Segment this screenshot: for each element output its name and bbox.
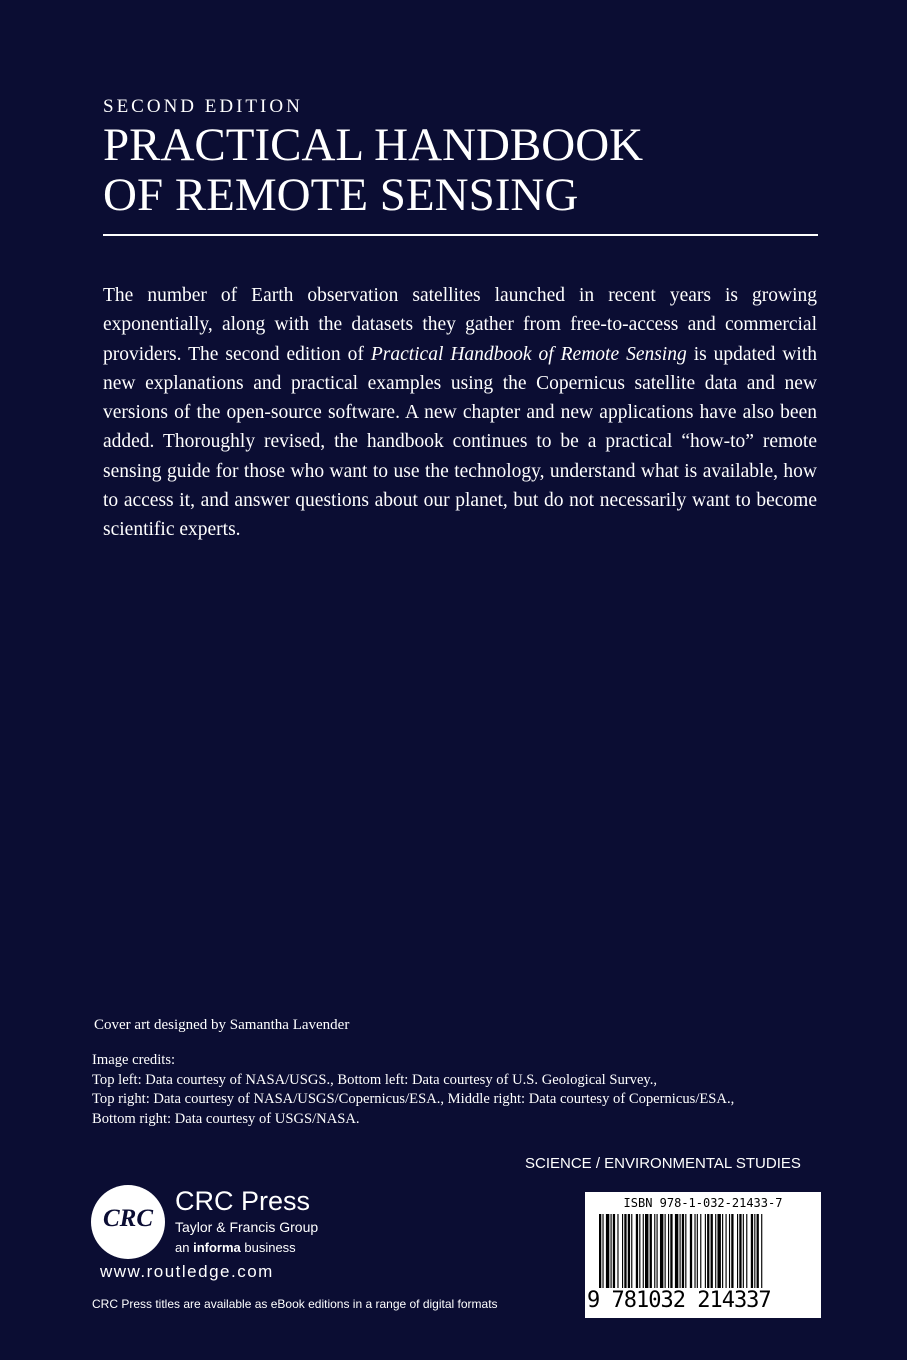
barcode-bar — [639, 1214, 640, 1288]
credit-line: Bottom right: Data courtesy of USGS/NASA. — [92, 1110, 360, 1127]
barcode-bar — [650, 1214, 652, 1288]
isbn-text: ISBN 978-1-032-21433-7 — [623, 1196, 783, 1210]
publisher-name: CRC Press — [175, 1186, 311, 1216]
informa-prefix: an — [175, 1240, 194, 1255]
barcode-bar — [690, 1214, 692, 1288]
title-line-1: PRACTICAL HANDBOOK — [103, 119, 644, 171]
barcode-bar — [739, 1214, 741, 1288]
barcode-bar — [657, 1214, 658, 1288]
credit-line: Top left: Data courtesy of NASA/USGS., Bottom left: Data courtesy of U.S. Geological Survey., — [92, 1071, 658, 1088]
barcode-bar — [746, 1214, 747, 1288]
informa-tagline — [175, 1240, 296, 1255]
barcode-bar — [675, 1214, 678, 1288]
barcode-bar — [761, 1214, 762, 1288]
barcode-bar — [705, 1214, 706, 1288]
barcode-bar — [751, 1214, 753, 1288]
barcode-bar — [636, 1214, 638, 1288]
barcode-bar — [729, 1214, 730, 1288]
barcode-bar — [670, 1214, 672, 1288]
barcode-bar — [737, 1214, 738, 1288]
barcode-bar — [722, 1214, 723, 1288]
barcode-bar — [754, 1214, 755, 1288]
barcode-bar — [757, 1214, 759, 1288]
edition-label: SECOND EDITION — [103, 96, 303, 117]
barcode-bar — [726, 1214, 727, 1288]
image-credits-heading: Image credits: — [92, 1052, 176, 1068]
title-line-2: OF REMOTE SENSING — [103, 169, 579, 221]
crc-logo-text: CRC — [102, 1205, 154, 1232]
barcode-bar — [682, 1214, 684, 1288]
barcode-bar — [617, 1214, 618, 1288]
barcode-bar — [624, 1214, 626, 1288]
barcode-bar — [685, 1214, 686, 1288]
barcode-bar — [622, 1214, 623, 1288]
barcode-bar — [606, 1214, 609, 1288]
title-rule — [103, 234, 818, 236]
barcode-bar — [602, 1214, 603, 1288]
blurb-part-1: The number of Earth observation satellites launched in recent years is growing exponentially, along with the datasets they gather from free-to-access and commercial providers. The second edition of — [103, 285, 817, 365]
publisher-group: Taylor & Francis Group — [175, 1219, 319, 1235]
barcode-box — [585, 1192, 821, 1318]
barcode-bar — [694, 1214, 695, 1288]
barcode-bar — [643, 1214, 644, 1288]
barcode-bars — [599, 1214, 807, 1288]
isbn-number: 9 781032 214337 — [587, 1288, 771, 1313]
informa-bold: informa — [193, 1240, 241, 1255]
subject-category: SCIENCE / ENVIRONMENTAL STUDIES — [525, 1155, 801, 1172]
barcode-bar — [654, 1214, 655, 1288]
image-credits — [92, 1051, 734, 1129]
barcode-bar — [743, 1214, 744, 1288]
barcode-bar — [697, 1214, 698, 1288]
barcode-bar — [668, 1214, 669, 1288]
cover-art-credit: Cover art designed by Samantha Lavender — [94, 1017, 350, 1033]
blurb-book-title: Practical Handbook of Remote Sensing — [370, 343, 687, 365]
barcode-bar — [715, 1214, 716, 1288]
informa-suffix: business — [240, 1240, 296, 1255]
barcode-bar — [660, 1214, 663, 1288]
barcode-bar — [707, 1214, 709, 1288]
barcode-bar — [611, 1214, 612, 1288]
barcode-bar — [599, 1214, 601, 1288]
barcode-bar — [628, 1214, 630, 1288]
publisher-url[interactable]: www.routledge.com — [100, 1262, 274, 1281]
barcode-bar — [700, 1214, 701, 1288]
barcode-bar — [731, 1214, 733, 1288]
ebook-note: CRC Press titles are available as eBook editions in a range of digital formats — [92, 1297, 498, 1311]
credit-line: Top right: Data courtesy of NASA/USGS/Copernicus/ESA., Middle right: Data courtesy of Copernicus/ESA., — [92, 1091, 735, 1107]
barcode-bar — [613, 1214, 615, 1288]
barcode-bar — [631, 1214, 632, 1288]
book-title — [103, 120, 643, 220]
barcode-bar — [717, 1214, 720, 1288]
barcode-bar — [645, 1214, 648, 1288]
barcode-bar — [711, 1214, 713, 1288]
barcode-bar — [665, 1214, 666, 1288]
crc-logo — [91, 1185, 165, 1259]
blurb — [103, 281, 817, 545]
blurb-part-2: is updated with new explanations and practical examples using the Copernicus satellite data and new versions of the open-source software. A new chapter and new applications have also been added. Thoroughly revised, the handbook continues to be a practical “how-to” remote sensing guide for those who want to use the technology, understand what is available, how to access it, and answer questions about our planet, but do not necessarily want to become scientific experts. — [103, 343, 817, 541]
barcode-bar — [680, 1214, 681, 1288]
